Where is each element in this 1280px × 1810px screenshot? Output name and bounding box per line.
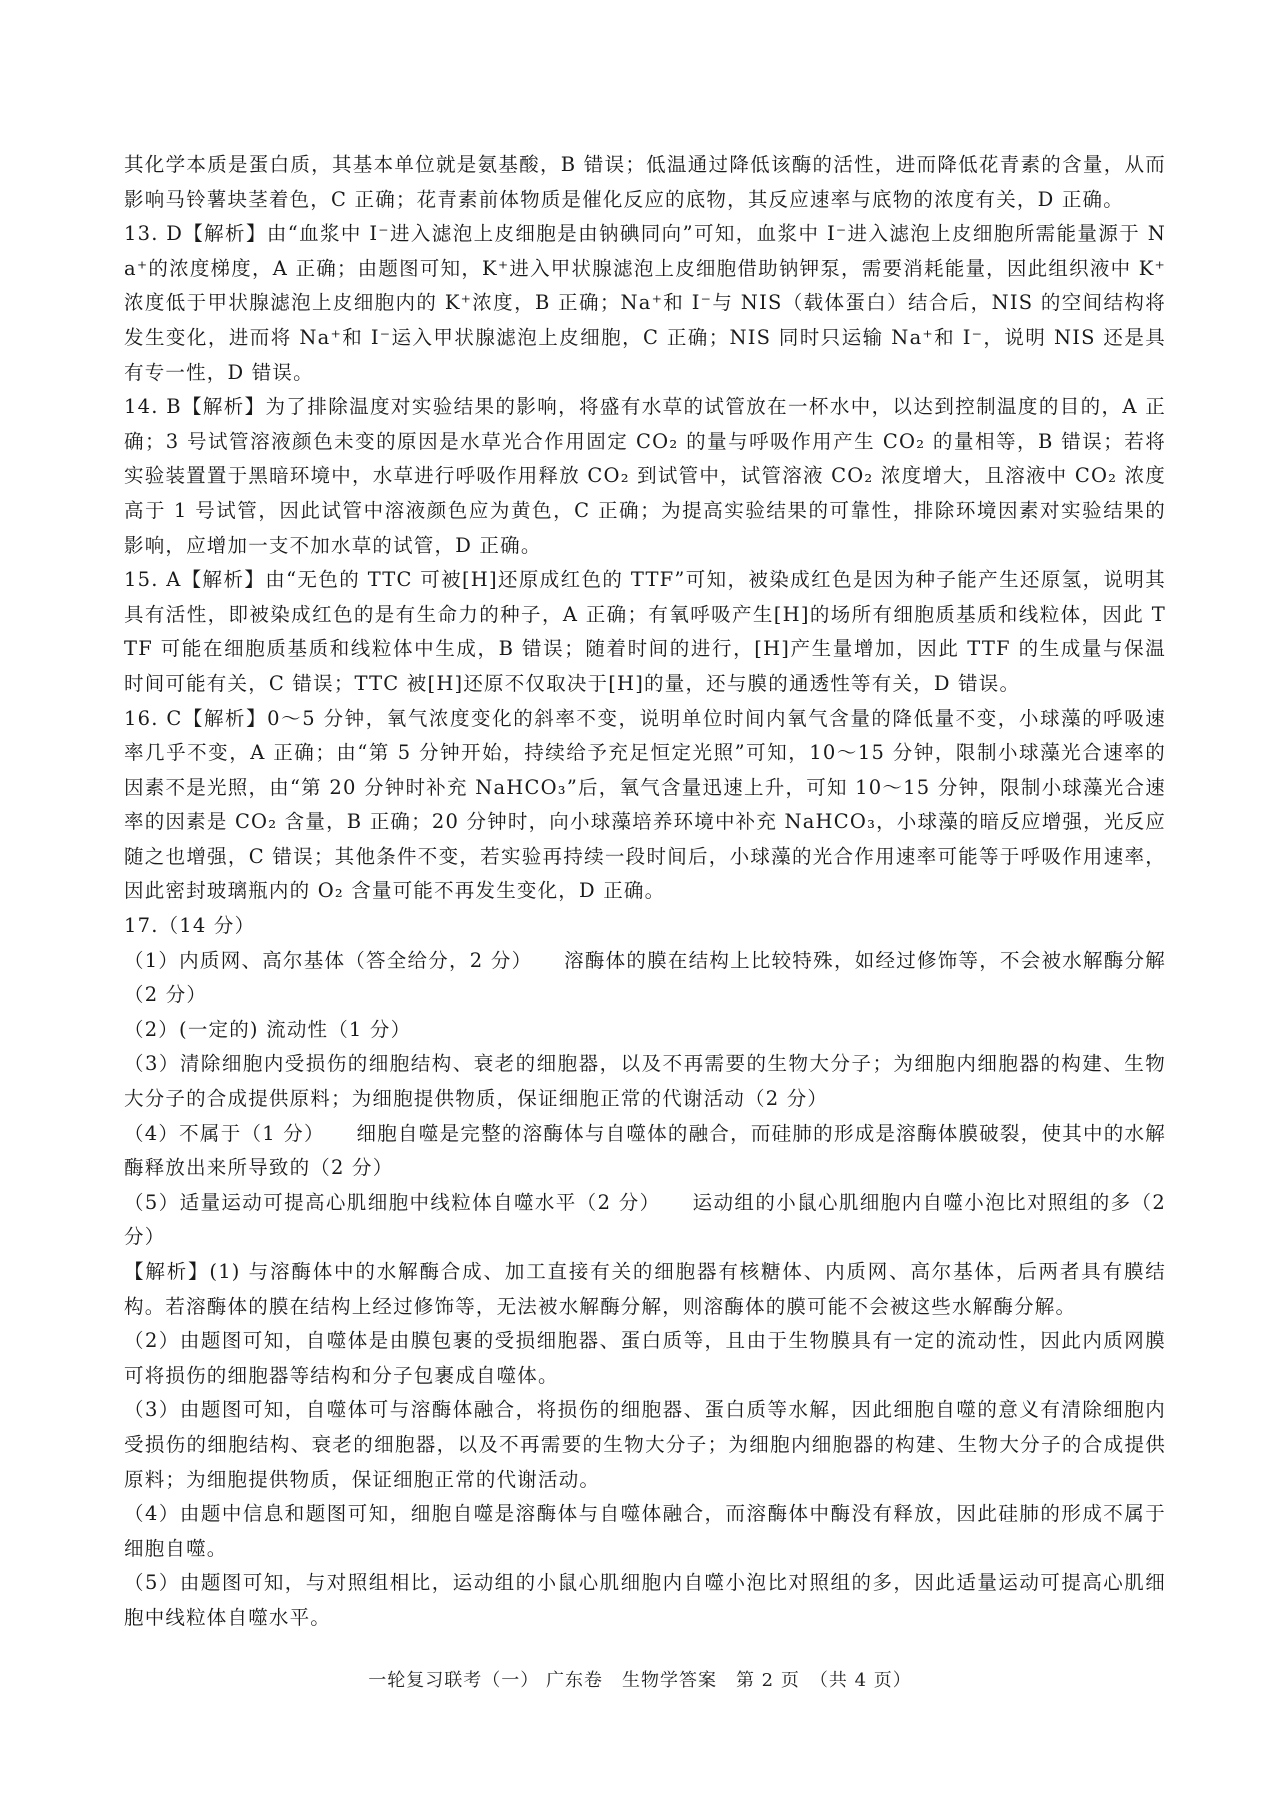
paragraph-q13: 13. D【解析】由“血浆中 I⁻进入滤泡上皮细胞是由钠碘同向”可知，血浆中 I⁻进入滤泡上皮细胞所需能量源于 Na⁺的浓度梯度，A 正确；由题图可知，K⁺进入甲状腺滤泡上皮细胞借助钠钾泵，需要消耗能量，因此组织液中 K⁺浓度低于甲状腺滤泡上皮细胞内的 K⁺浓度，B 正确；Na⁺和 I⁻与 NIS（载体蛋白）结合后，NIS 的空间结构将发生变化，进而将 Na⁺和 I⁻运入甲状腺滤泡上皮细胞，C 正确；NIS 同时只运输 Na⁺和 I⁻，说明 NIS 还是具有专一性，D 错误。 xyxy=(124,222,1166,384)
paragraph-q17-analysis-3: （3）由题图可知，自噬体可与溶酶体融合，将损伤的细胞器、蛋白质等水解，因此细胞自噬的意义有清除细胞内受损伤的细胞结构、衰老的细胞器，以及不再需要的生物大分子；为细胞内细胞器的构建、生物大分子的合成提供原料；为细胞提供物质，保证细胞正常的代谢活动。 xyxy=(124,1398,1166,1491)
paragraph-q17-analysis-4: （4）由题中信息和题图可知，细胞自噬是溶酶体与自噬体融合，而溶酶体中酶没有释放，因此硅肺的形成不属于细胞自噬。 xyxy=(124,1502,1166,1560)
paragraph-q17-answer-5: （5）适量运动可提高心肌细胞中线粒体自噬水平（2 分） 运动组的小鼠心肌细胞内自噬小泡比对照组的多（2 分） xyxy=(124,1190,1166,1249)
paragraph-q14: 14. B【解析】为了排除温度对实验结果的影响，将盛有水草的试管放在一杯水中，以达到控制温度的目的，A 正确；3 号试管溶液颜色未变的原因是水草光合作用固定 CO₂ 的量与呼吸作用产生 CO₂ 的量相等，B 错误；若将实验装置置于黑暗环境中，水草进行呼吸作用释放 CO₂ 到试管中，试管溶液 CO₂ 浓度增大，且溶液中 CO₂ 浓度高于 1 号试管，因此试管中溶液颜色应为黄色，C 正确；为提高实验结果的可靠性，排除环境因素对实验结果的影响，应增加一支不加水草的试管，D 正确。 xyxy=(124,395,1166,557)
paragraph-q17-answer-4: （4）不属于（1 分） 细胞自噬是完整的溶酶体与自噬体的融合，而硅肺的形成是溶酶体膜破裂，使其中的水解酶释放出来所导致的（2 分） xyxy=(124,1121,1166,1180)
paragraph-q17-analysis-2: （2）由题图可知，自噬体是由膜包裹的受损细胞器、蛋白质等，且由于生物膜具有一定的流动性，因此内质网膜可将损伤的细胞器等结构和分子包裹成自噬体。 xyxy=(124,1329,1166,1387)
paragraph-q15: 15. A【解析】由“无色的 TTC 可被[H]还原成红色的 TTF”可知，被染成红色是因为种子能产生还原氢，说明其具有活性，即被染成红色的是有生命力的种子，A 正确；有氧呼吸产生[H]的场所有细胞质基质和线粒体，因此 TTF 可能在细胞质基质和线粒体中生成，B 错误；随着时间的进行，[H]产生量增加，因此 TTF 的生成量与保温时间可能有关，C 错误；TTC 被[H]还原不仅取决于[H]的量，还与膜的通透性等有关，D 错误。 xyxy=(124,568,1166,695)
paragraph-q17-answer-2: （2）(一定的) 流动性（1 分） xyxy=(124,1017,412,1041)
paragraph-q17-analysis-5: （5）由题图可知，与对照组相比，运动组的小鼠心肌细胞内自噬小泡比对照组的多，因此适量运动可提高心肌细胞中线粒体自噬水平。 xyxy=(124,1571,1166,1629)
paragraph-q17-heading: 17.（14 分） xyxy=(124,914,256,938)
page-footer: 一轮复习联考（一） 广东卷 生物学答案 第 2 页 （共 4 页） xyxy=(368,1670,912,1691)
paragraph-q17-analysis-1: 【解析】(1) 与溶酶体中的水解酶合成、加工直接有关的细胞器有核糖体、内质网、高尔基体，后两者具有膜结构。若溶酶体的膜在结构上经过修饰等，无法被水解酶分解，则溶酶体的膜可能不会被这些水解酶分解。 xyxy=(124,1260,1166,1318)
paragraph-q17-answer-1: （1）内质网、高尔基体（答全给分，2 分） 溶酶体的膜在结构上比较特殊，如经过修饰等，不会被水解酶分解（2 分） xyxy=(124,948,1166,1007)
paragraph-q12-end: 其化学本质是蛋白质，其基本单位就是氨基酸，B 错误；低温通过降低该酶的活性，进而降低花青素的含量，从而影响马铃薯块茎着色，C 正确；花青素前体物质是催化反应的底物，其反应速率与底物的浓度有关，D 正确。 xyxy=(124,153,1166,211)
answer-page xyxy=(124,148,1166,1636)
paragraph-q17-answer-3: （3）清除细胞内受损伤的细胞结构、衰老的细胞器，以及不再需要的生物大分子；为细胞内细胞器的构建、生物大分子的合成提供原料；为细胞提供物质，保证细胞正常的代谢活动（2 分） xyxy=(124,1052,1166,1111)
paragraph-q16: 16. C【解析】0～5 分钟，氧气浓度变化的斜率不变，说明单位时间内氧气含量的降低量不变，小球藻的呼吸速率几乎不变，A 正确；由“第 5 分钟开始，持续给予充足恒定光照”可知，10～15 分钟，限制小球藻光合速率的因素不是光照，由“第 20 分钟时补充 NaHCO₃”后，氧气含量迅速上升，可知 10～15 分钟，限制小球藻光合速率的因素是 CO₂ 含量，B 正确；20 分钟时，向小球藻培养环境中补充 NaHCO₃，小球藻的暗反应增强，光反应随之也增强，C 错误；其他条件不变，若实验再持续一段时间后，小球藻的光合作用速率可能等于呼吸作用速率，因此密封玻璃瓶内的 O₂ 含量可能不再发生变化，D 正确。 xyxy=(124,706,1166,903)
